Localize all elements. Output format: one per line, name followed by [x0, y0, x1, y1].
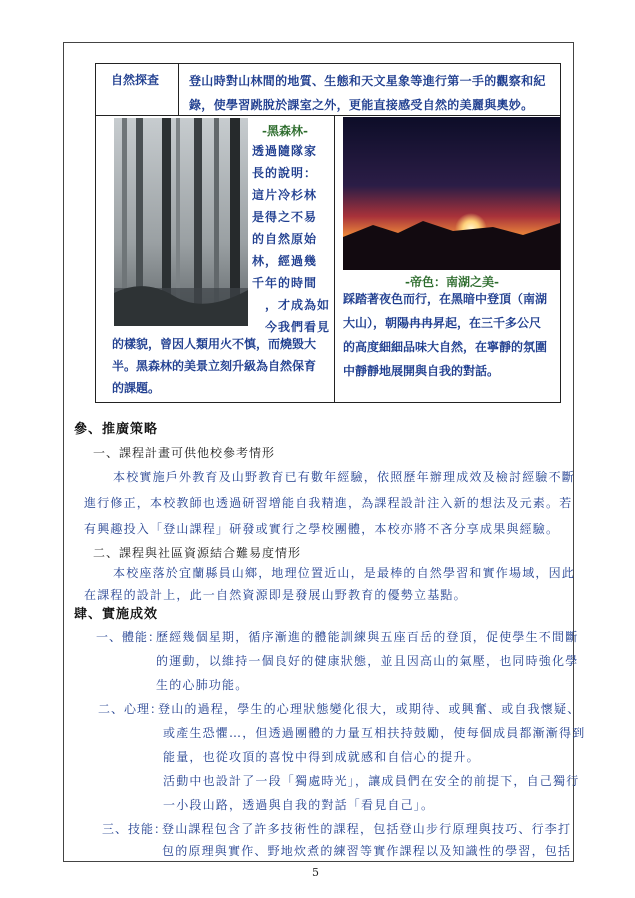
text-line: 踩踏著夜色而行，在黑暗中登頂（南湖: [343, 292, 548, 306]
text-line: 長的說明：: [252, 166, 318, 180]
body-line: 登山的過程，學生的心理狀態變化很大，或期待、或興奮、或自我懷疑、: [158, 702, 581, 716]
text-line: 的樣貌，曾因人類用火不慎，而燒毀大: [112, 337, 317, 351]
body-line: 登山課程包含了許多技術性的課程，包括登山步行原理與技巧、行李打: [162, 822, 572, 836]
body-line: 能量，也從攻頂的喜悅中得到成就感和自信心的提升。: [163, 750, 480, 764]
text-line: 的課題。: [112, 381, 161, 395]
text-line: 的自然原始: [252, 232, 318, 246]
nanhu-sunrise-photo: [343, 117, 560, 270]
section-heading-results: 肆、實施成效: [74, 607, 159, 622]
body-line: 有興趣投入「登山課程」研發或實行之學校團體，本校亦將不吝分享成果與經驗。: [84, 522, 560, 536]
nature-description-cell: [179, 63, 561, 116]
text-line: 這片冷杉林: [252, 188, 318, 202]
body-line: 生的心肺功能。: [156, 678, 249, 692]
nature-label-cell: 自然探查: [95, 63, 179, 116]
text-line: 半。黑森林的美景立刻升級為自然保育: [112, 359, 317, 373]
text-line: 的高度細細品味大自然，在寧靜的氛圍: [343, 340, 548, 354]
black-forest-text-continued: [112, 333, 334, 399]
body-line: 包的原理與實作、野地炊煮的練習等實作課程以及知識性的學習，包括: [162, 844, 572, 858]
item-label-skills: 三、技能：: [102, 822, 168, 836]
table-divider: [334, 116, 335, 403]
body-line: 或產生恐懼…，但透過團體的力量互相扶持鼓勵，使每個成員都漸漸得到: [163, 726, 586, 740]
text-line: 大山），朝陽冉冉昇起，在三千多公尺: [343, 316, 542, 330]
body-line: 的運動，以維持一個良好的健康狀態，並且因高山的氣壓，也同時強化學: [156, 654, 579, 668]
body-line: 一小段山路，透過與自我的對話「看見自己」。: [163, 798, 435, 812]
page-number: 5: [312, 866, 319, 879]
text-line: 中靜靜地展開與自我的對話。: [343, 364, 500, 378]
item-label-fitness: 一、體能：: [96, 630, 162, 644]
black-forest-caption: -黑森林-: [262, 124, 308, 138]
nature-desc-line: 登山時對山林間的地質、生態和天文星象等進行第一手的觀察和紀: [189, 74, 546, 88]
body-line: 歷經幾個星期，循序漸進的體能訓練與五座百岳的登頂，促使學生不間斷: [156, 630, 579, 644]
text-line: 千年的時間: [252, 276, 318, 290]
black-forest-text: [252, 140, 334, 338]
section-heading-promotion: 參、推廣策略: [74, 422, 159, 437]
black-forest-photo: [114, 118, 248, 326]
text-line: 今我們看見: [264, 320, 330, 334]
sunrise-text: [343, 287, 559, 383]
item-label-psychology: 二、心理：: [98, 702, 164, 716]
body-line: 進行修正，本校教師也透過研習增能自我精進，為課程設計注入新的想法及元素。若: [84, 496, 573, 510]
text-line: 是得之不易: [252, 210, 318, 224]
subsection-heading: 一、課程計畫可供他校參考情形: [93, 446, 276, 460]
text-line: ，才成為如: [264, 298, 330, 312]
subsection-heading: 二、課程與社區資源結合難易度情形: [93, 546, 302, 560]
body-line: 本校座落於宜蘭縣員山鄉，地理位置近山，是最棒的自然學習和實作場域，因此: [113, 566, 576, 580]
body-line: 本校實施戶外教育及山野教育已有數年經驗，依照歷年辦理成效及檢討經驗不斷: [113, 470, 576, 484]
body-line: 在課程的設計上，此一自然資源即是發展山野教育的優勢立基點。: [84, 588, 467, 602]
nature-desc-line: 錄，使學習跳脫於課室之外，更能直接感受自然的美麗與奧妙。: [189, 98, 534, 112]
body-line: 活動中也設計了一段「獨處時光」，讓成員們在安全的前提下，自己獨行: [163, 774, 580, 788]
sunrise-caption: -帝色：南湖之美-: [405, 275, 499, 289]
text-line: 透過隨隊家: [252, 144, 318, 158]
text-line: 林，經過幾: [252, 254, 318, 268]
